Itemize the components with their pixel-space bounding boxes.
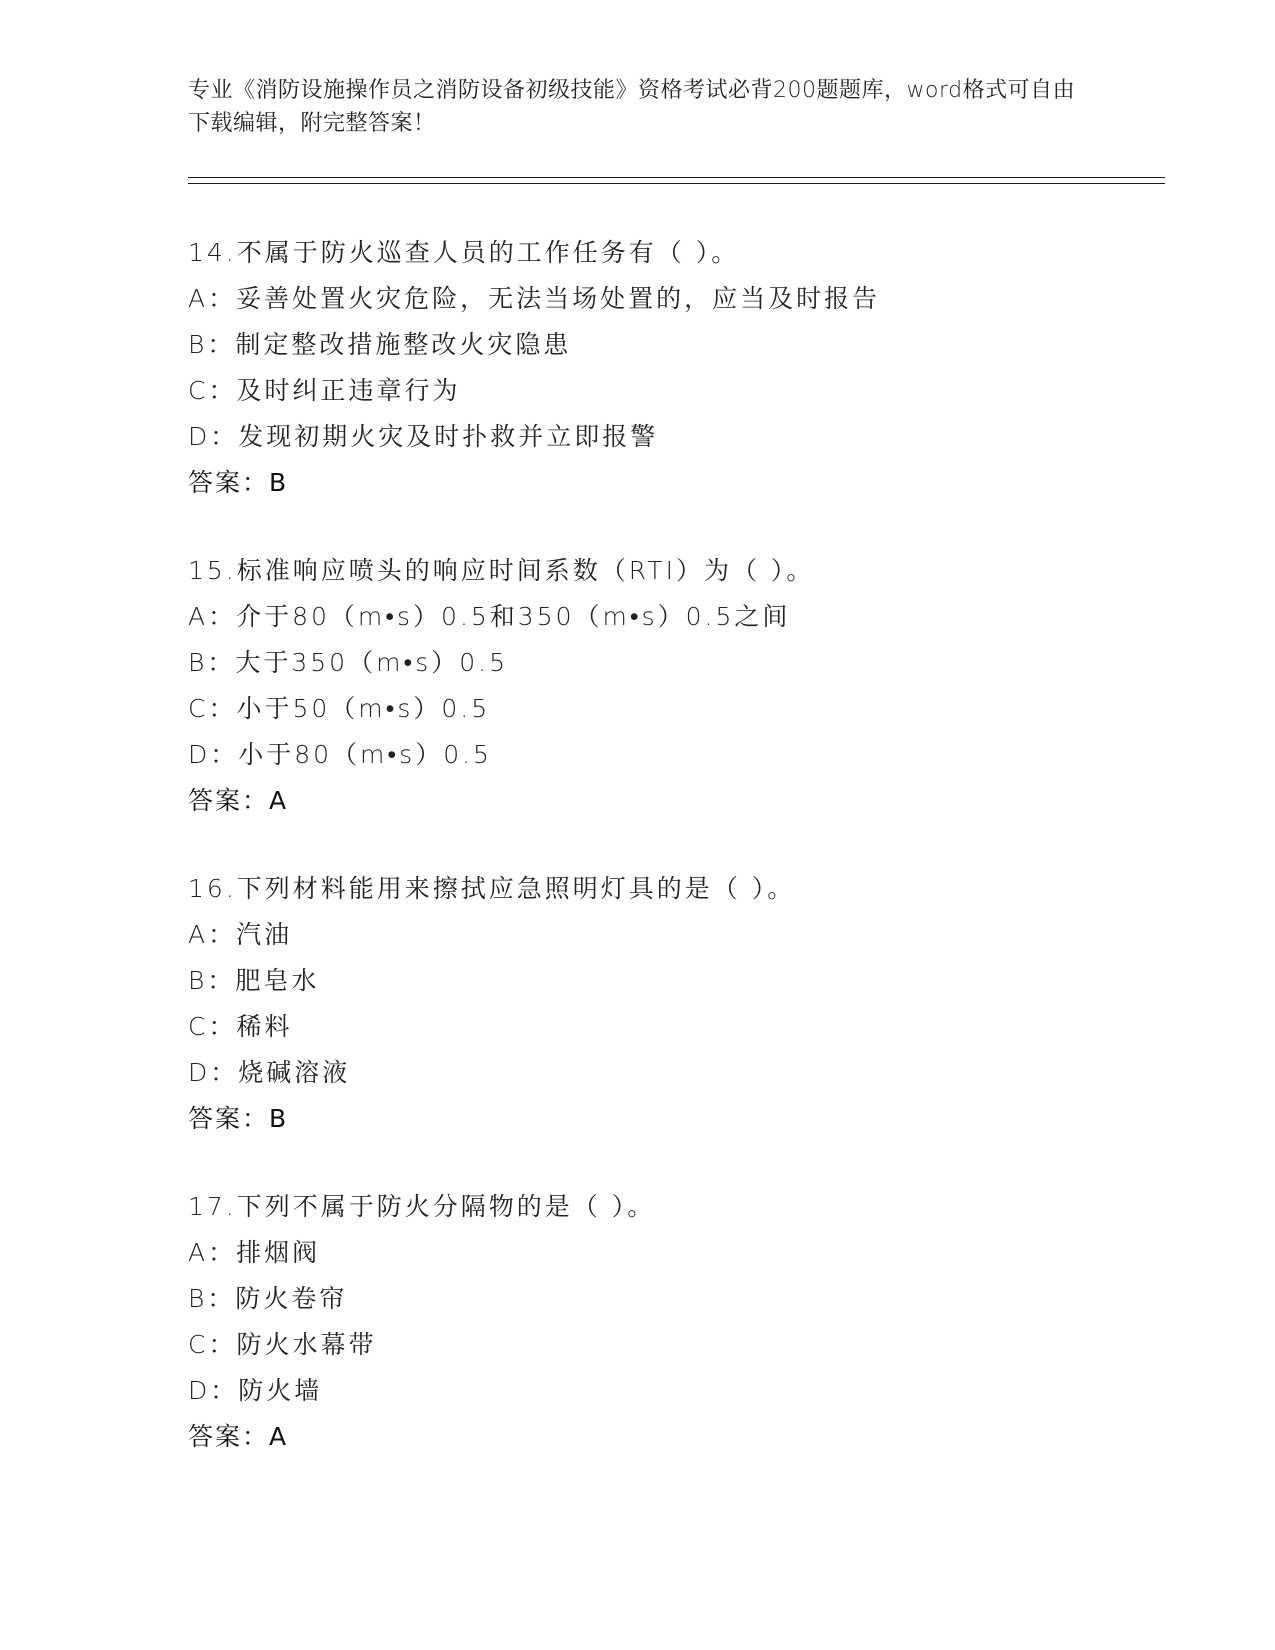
option-c: C：及时纠正违章行为 xyxy=(188,376,461,405)
header-divider-top xyxy=(188,177,1165,178)
option-b: B：制定整改措施整改火灾隐患 xyxy=(188,330,572,359)
question-stem: 16.下列材料能用来擦拭应急照明灯具的是（ ）。 xyxy=(188,874,796,903)
option-c: C：稀料 xyxy=(188,1012,293,1041)
option-b: B：防火卷帘 xyxy=(188,1284,348,1313)
question-17 xyxy=(188,1184,1168,1460)
answer: 答案：B xyxy=(188,468,289,497)
answer: 答案：A xyxy=(188,786,289,815)
question-15 xyxy=(188,548,1168,824)
option-d: D：防火墙 xyxy=(188,1376,323,1405)
option-b: B：大于350（m•s）0.5 xyxy=(188,648,508,677)
option-a: A：排烟阀 xyxy=(188,1238,321,1267)
option-d: D：烧碱溶液 xyxy=(188,1058,351,1087)
question-stem: 15.标准响应喷头的响应时间系数（RTI）为（ ）。 xyxy=(188,556,815,585)
option-a: A：妥善处置火灾危险，无法当场处置的，应当及时报告 xyxy=(188,284,881,313)
option-a: A：汽油 xyxy=(188,920,293,949)
question-16 xyxy=(188,866,1168,1142)
option-a: A：介于80（m•s）0.5和350（m•s）0.5之间 xyxy=(188,602,791,631)
document-intro: 专业《消防设施操作员之消防设备初级技能》资格考试必背200题题库，word格式可自由下载编辑，附完整答案！ xyxy=(188,78,1076,136)
option-d: D：小于80（m•s）0.5 xyxy=(188,740,492,769)
option-c: C：小于50（m•s）0.5 xyxy=(188,694,491,723)
answer: 答案：A xyxy=(188,1422,289,1451)
answer: 答案：B xyxy=(188,1104,289,1133)
option-b: B：肥皂水 xyxy=(188,966,320,995)
option-c: C：防火水幕带 xyxy=(188,1330,377,1359)
question-stem: 17.下列不属于防火分隔物的是（ ）。 xyxy=(188,1192,656,1221)
option-d: D：发现初期火灾及时扑救并立即报警 xyxy=(188,422,659,451)
question-14 xyxy=(188,230,1168,506)
question-stem: 14.不属于防火巡查人员的工作任务有（ ）。 xyxy=(188,238,740,267)
header-divider-bottom xyxy=(188,183,1165,184)
